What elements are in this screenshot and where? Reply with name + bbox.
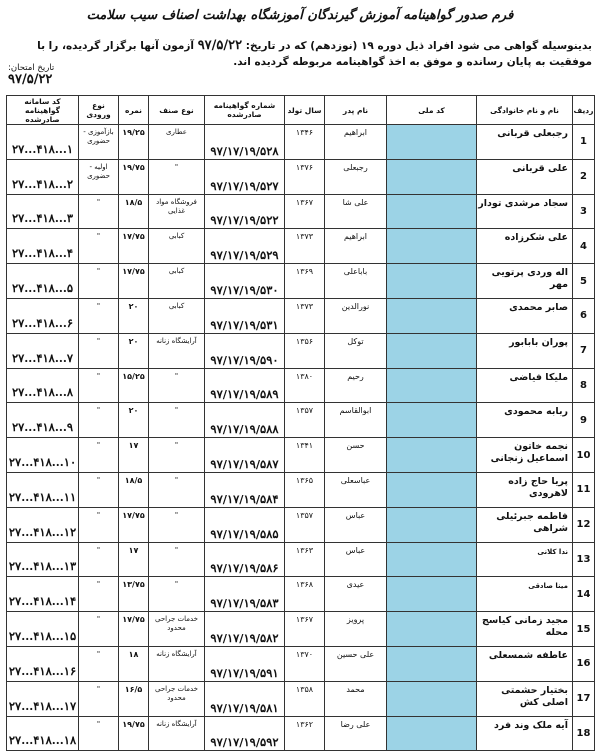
father-name: علی رضا bbox=[325, 716, 387, 751]
header-national-code: کد ملی bbox=[387, 96, 477, 125]
certificate-number: ۹۷/۱۷/۱۹/۵۸۳ bbox=[205, 577, 285, 612]
person-name: پوران بابابور bbox=[477, 333, 573, 368]
birth-year: ۱۳۵۷ bbox=[285, 507, 325, 542]
row-number: 11 bbox=[573, 472, 595, 507]
table-row bbox=[7, 368, 595, 403]
exam-date-label: تاریخ امتحان: bbox=[8, 63, 55, 73]
system-code: ۲۷...۴۱۸...۹ bbox=[7, 403, 79, 438]
father-name: توکل bbox=[325, 333, 387, 368]
row-number: 5 bbox=[573, 264, 595, 299]
certificate-number: ۹۷/۱۷/۱۹/۵۸۲ bbox=[205, 612, 285, 647]
table-row bbox=[7, 159, 595, 194]
father-name: ابراهیم bbox=[325, 125, 387, 160]
table-row bbox=[7, 438, 595, 473]
score: ۱۸/۵ bbox=[119, 472, 149, 507]
score: ۱۸/۵ bbox=[119, 194, 149, 229]
row-number: 1 bbox=[573, 125, 595, 160]
birth-year: ۱۳۵۶ bbox=[285, 333, 325, 368]
entry-type: " bbox=[79, 542, 119, 577]
birth-year: ۱۳۶۷ bbox=[285, 194, 325, 229]
row-number: 13 bbox=[573, 542, 595, 577]
entry-type: " bbox=[79, 472, 119, 507]
guild-type: خدمات جراحی محدود bbox=[149, 681, 205, 716]
national-code-cell bbox=[387, 264, 477, 299]
row-number: 10 bbox=[573, 438, 595, 473]
guild-type: " bbox=[149, 438, 205, 473]
national-code-cell bbox=[387, 612, 477, 647]
birth-year: ۱۳۵۸ bbox=[285, 681, 325, 716]
table-row bbox=[7, 229, 595, 264]
national-code-cell bbox=[387, 507, 477, 542]
row-number: 8 bbox=[573, 368, 595, 403]
guild-type: آرایشگاه زنانه bbox=[149, 333, 205, 368]
father-name: رجبعلی bbox=[325, 159, 387, 194]
table-row bbox=[7, 333, 595, 368]
header-system-code: کد سامانه گواهینامه صادرشده bbox=[7, 96, 79, 125]
person-name: علی قربانی bbox=[477, 159, 573, 194]
guild-type: " bbox=[149, 577, 205, 612]
score: ۲۰ bbox=[119, 298, 149, 333]
national-code-cell bbox=[387, 194, 477, 229]
system-code: ۲۷...۴۱۸...۳ bbox=[7, 194, 79, 229]
guild-type: کبابی bbox=[149, 229, 205, 264]
father-name: رحیم bbox=[325, 368, 387, 403]
father-name: نورالدین bbox=[325, 298, 387, 333]
guild-type: کبابی bbox=[149, 298, 205, 333]
entry-type: بازآموزی - حضوری bbox=[79, 125, 119, 160]
table-header-row bbox=[7, 96, 595, 125]
table-row bbox=[7, 403, 595, 438]
system-code: ۲۷...۴۱۸...۶ bbox=[7, 298, 79, 333]
table-row bbox=[7, 125, 595, 160]
father-name: عباسعلی bbox=[325, 472, 387, 507]
national-code-cell bbox=[387, 577, 477, 612]
row-number: 9 bbox=[573, 403, 595, 438]
entry-type: " bbox=[79, 612, 119, 647]
score: ۲۰ bbox=[119, 403, 149, 438]
person-name: سجاد مرشدی تودار bbox=[477, 194, 573, 229]
system-code: ۲۷...۴۱۸...۱۳ bbox=[7, 542, 79, 577]
system-code: ۲۷...۴۱۸...۱۵ bbox=[7, 612, 79, 647]
header-entry-type: نوع ورودی bbox=[79, 96, 119, 125]
national-code-cell bbox=[387, 438, 477, 473]
table-row bbox=[7, 264, 595, 299]
guild-type: کبابی bbox=[149, 264, 205, 299]
birth-year: ۱۳۴۶ bbox=[285, 125, 325, 160]
national-code-cell bbox=[387, 298, 477, 333]
father-name: ابراهیم bbox=[325, 229, 387, 264]
guild-type: آرایشگاه زنانه bbox=[149, 646, 205, 681]
birth-year: ۱۳۸۰ bbox=[285, 368, 325, 403]
father-name: عباس bbox=[325, 542, 387, 577]
guild-type: عطاری bbox=[149, 125, 205, 160]
certificate-number: ۹۷/۱۷/۱۹/۵۸۸ bbox=[205, 403, 285, 438]
person-name: رجبعلی قربانی bbox=[477, 125, 573, 160]
national-code-cell bbox=[387, 542, 477, 577]
score: ۲۰ bbox=[119, 333, 149, 368]
row-number: 15 bbox=[573, 612, 595, 647]
birth-year: ۱۳۴۱ bbox=[285, 438, 325, 473]
certificate-number: ۹۷/۱۷/۱۹/۵۸۹ bbox=[205, 368, 285, 403]
person-name: آیه ملک وند فرد bbox=[477, 716, 573, 751]
score: ۱۸ bbox=[119, 646, 149, 681]
certificate-number: ۹۷/۱۷/۱۹/۵۹۲ bbox=[205, 716, 285, 751]
entry-type: " bbox=[79, 333, 119, 368]
national-code-cell bbox=[387, 229, 477, 264]
exam-date-value: ۹۷/۵/۲۲ bbox=[8, 72, 53, 87]
certificate-number: ۹۷/۱۷/۱۹/۵۸۱ bbox=[205, 681, 285, 716]
intro-date: ۹۷/۵/۲۲ bbox=[197, 38, 243, 53]
system-code: ۲۷...۴۱۸...۱۷ bbox=[7, 681, 79, 716]
national-code-cell bbox=[387, 681, 477, 716]
person-name: نجمه خاتون اسماعیل زنجانی bbox=[477, 438, 573, 473]
header-name: نام و نام خانوادگی bbox=[477, 96, 573, 125]
national-code-cell bbox=[387, 368, 477, 403]
score: ۱۵/۲۵ bbox=[119, 368, 149, 403]
father-name: محمد bbox=[325, 681, 387, 716]
father-name: ابوالقاسم bbox=[325, 403, 387, 438]
entry-type: " bbox=[79, 681, 119, 716]
person-name: بختیار حشمتی اصلی کش bbox=[477, 681, 573, 716]
certificate-number: ۹۷/۱۷/۱۹/۵۹۰ bbox=[205, 333, 285, 368]
score: ۱۹/۷۵ bbox=[119, 159, 149, 194]
certificate-number: ۹۷/۱۷/۱۹/۵۳۰ bbox=[205, 264, 285, 299]
guild-type: " bbox=[149, 403, 205, 438]
score: ۱۹/۲۵ bbox=[119, 125, 149, 160]
person-name: علی شکرزاده bbox=[477, 229, 573, 264]
system-code: ۲۷...۴۱۸...۸ bbox=[7, 368, 79, 403]
score: ۱۳/۷۵ bbox=[119, 577, 149, 612]
person-name: اله وردی پرتویی مهر bbox=[477, 264, 573, 299]
birth-year: ۱۳۶۵ bbox=[285, 472, 325, 507]
entry-type: " bbox=[79, 577, 119, 612]
table-row bbox=[7, 194, 595, 229]
intro-text-2: آزمون آنها برگزار گردیده، را با موفقیت به پایان رسانده و موفق به اخذ گواهینامه مربوطه گردیده اند. bbox=[37, 40, 592, 68]
birth-year: ۱۳۷۰ bbox=[285, 646, 325, 681]
person-name: ندا کلانی bbox=[477, 542, 573, 577]
entry-type: " bbox=[79, 368, 119, 403]
system-code: ۲۷...۴۱۸...۱۱ bbox=[7, 472, 79, 507]
national-code-cell bbox=[387, 125, 477, 160]
person-name: عاطفه شمسعلی bbox=[477, 646, 573, 681]
entry-type: " bbox=[79, 298, 119, 333]
entry-type: " bbox=[79, 507, 119, 542]
father-name: باباعلی bbox=[325, 264, 387, 299]
certificate-number: ۹۷/۱۷/۱۹/۵۲۹ bbox=[205, 229, 285, 264]
person-name: فاطمه جبرئیلی شراهی bbox=[477, 507, 573, 542]
entry-type: " bbox=[79, 646, 119, 681]
system-code: ۲۷...۴۱۸...۱۴ bbox=[7, 577, 79, 612]
header-row-number: ردیف bbox=[573, 96, 595, 125]
person-name: مجید زمانی کیاسج محله bbox=[477, 612, 573, 647]
exam-date bbox=[8, 62, 54, 86]
national-code-cell bbox=[387, 159, 477, 194]
person-name: مینا صادقی bbox=[477, 577, 573, 612]
score: ۱۷/۷۵ bbox=[119, 507, 149, 542]
system-code: ۲۷...۴۱۸...۵ bbox=[7, 264, 79, 299]
father-name: عیدی bbox=[325, 577, 387, 612]
row-number: 2 bbox=[573, 159, 595, 194]
birth-year: ۱۳۵۷ bbox=[285, 403, 325, 438]
row-number: 16 bbox=[573, 646, 595, 681]
system-code: ۲۷...۴۱۸...۱ bbox=[7, 125, 79, 160]
table-row bbox=[7, 542, 595, 577]
certificate-number: ۹۷/۱۷/۱۹/۵۲۲ bbox=[205, 194, 285, 229]
row-number: 3 bbox=[573, 194, 595, 229]
certificate-number: ۹۷/۱۷/۱۹/۵۸۶ bbox=[205, 542, 285, 577]
national-code-cell bbox=[387, 403, 477, 438]
row-number: 14 bbox=[573, 577, 595, 612]
person-name: پریا حاج زاده لاهرودی bbox=[477, 472, 573, 507]
certificate-number: ۹۷/۱۷/۱۹/۵۹۱ bbox=[205, 646, 285, 681]
score: ۱۶/۵ bbox=[119, 681, 149, 716]
father-name: علی شا bbox=[325, 194, 387, 229]
guild-type: " bbox=[149, 472, 205, 507]
table-row bbox=[7, 507, 595, 542]
entry-type: " bbox=[79, 264, 119, 299]
birth-year: ۱۳۷۳ bbox=[285, 229, 325, 264]
guild-type: " bbox=[149, 542, 205, 577]
system-code: ۲۷...۴۱۸...۱۰ bbox=[7, 438, 79, 473]
entry-type: " bbox=[79, 716, 119, 751]
certificate-number: ۹۷/۱۷/۱۹/۵۲۸ bbox=[205, 125, 285, 160]
header-birth-year: سال تولد bbox=[285, 96, 325, 125]
score: ۱۷ bbox=[119, 542, 149, 577]
guild-type: " bbox=[149, 159, 205, 194]
row-number: 7 bbox=[573, 333, 595, 368]
guild-type: " bbox=[149, 507, 205, 542]
national-code-cell bbox=[387, 646, 477, 681]
intro-paragraph bbox=[8, 38, 592, 70]
system-code: ۲۷...۴۱۸...۱۸ bbox=[7, 716, 79, 751]
header-guild-type: نوع صنف bbox=[149, 96, 205, 125]
row-number: 6 bbox=[573, 298, 595, 333]
person-name: صابر محمدی bbox=[477, 298, 573, 333]
father-name: حسن bbox=[325, 438, 387, 473]
row-number: 17 bbox=[573, 681, 595, 716]
certificate-number: ۹۷/۱۷/۱۹/۵۸۴ bbox=[205, 472, 285, 507]
table-row bbox=[7, 298, 595, 333]
birth-year: ۱۳۷۳ bbox=[285, 298, 325, 333]
score: ۱۷/۷۵ bbox=[119, 229, 149, 264]
person-name: ملیکا فیاضی bbox=[477, 368, 573, 403]
birth-year: ۱۳۶۸ bbox=[285, 577, 325, 612]
table-row bbox=[7, 577, 595, 612]
certificate-number: ۹۷/۱۷/۱۹/۵۸۵ bbox=[205, 507, 285, 542]
system-code: ۲۷...۴۱۸...۴ bbox=[7, 229, 79, 264]
score: ۱۹/۷۵ bbox=[119, 716, 149, 751]
header-cert-no: شماره گواهینامه صادرشده bbox=[205, 96, 285, 125]
system-code: ۲۷...۴۱۸...۱۶ bbox=[7, 646, 79, 681]
table-row bbox=[7, 646, 595, 681]
header-score: نمره bbox=[119, 96, 149, 125]
registration-table bbox=[6, 95, 595, 751]
table-row bbox=[7, 681, 595, 716]
table-row bbox=[7, 716, 595, 751]
father-name: عباس bbox=[325, 507, 387, 542]
row-number: 4 bbox=[573, 229, 595, 264]
entry-type: " bbox=[79, 229, 119, 264]
birth-year: ۱۳۷۶ bbox=[285, 159, 325, 194]
birth-year: ۱۳۶۷ bbox=[285, 612, 325, 647]
national-code-cell bbox=[387, 716, 477, 751]
birth-year: ۱۳۶۹ bbox=[285, 264, 325, 299]
system-code: ۲۷...۴۱۸...۲ bbox=[7, 159, 79, 194]
certificate-number: ۹۷/۱۷/۱۹/۵۸۷ bbox=[205, 438, 285, 473]
guild-type: آرایشگاه زنانه bbox=[149, 716, 205, 751]
national-code-cell bbox=[387, 472, 477, 507]
entry-type: اولیه - حضوری bbox=[79, 159, 119, 194]
national-code-cell bbox=[387, 333, 477, 368]
guild-type: خدمات جراحی محدود bbox=[149, 612, 205, 647]
person-name: ربابه محمودی bbox=[477, 403, 573, 438]
certificate-number: ۹۷/۱۷/۱۹/۵۲۷ bbox=[205, 159, 285, 194]
entry-type: " bbox=[79, 438, 119, 473]
table-row bbox=[7, 612, 595, 647]
header-father: نام پدر bbox=[325, 96, 387, 125]
entry-type: " bbox=[79, 194, 119, 229]
score: ۱۷/۷۵ bbox=[119, 264, 149, 299]
entry-type: " bbox=[79, 403, 119, 438]
form-title: فرم صدور گواهینامه آموزش گیرندگان آموزشگاه بهداشت اصناف سیب سلامت bbox=[86, 8, 514, 23]
table-row bbox=[7, 472, 595, 507]
guild-type: فروشگاه مواد غذایی bbox=[149, 194, 205, 229]
system-code: ۲۷...۴۱۸...۷ bbox=[7, 333, 79, 368]
row-number: 18 bbox=[573, 716, 595, 751]
system-code: ۲۷...۴۱۸...۱۲ bbox=[7, 507, 79, 542]
guild-type: " bbox=[149, 368, 205, 403]
score: ۱۷ bbox=[119, 438, 149, 473]
birth-year: ۱۳۶۳ bbox=[285, 542, 325, 577]
row-number: 12 bbox=[573, 507, 595, 542]
father-name: پرویز bbox=[325, 612, 387, 647]
certificate-number: ۹۷/۱۷/۱۹/۵۳۱ bbox=[205, 298, 285, 333]
birth-year: ۱۳۶۲ bbox=[285, 716, 325, 751]
intro-text: بدینوسیله گواهی می شود افراد ذیل دوره ۱۹ (نوزدهم) که در تاریخ: bbox=[245, 40, 592, 52]
father-name: علی حسین bbox=[325, 646, 387, 681]
score: ۱۷/۷۵ bbox=[119, 612, 149, 647]
